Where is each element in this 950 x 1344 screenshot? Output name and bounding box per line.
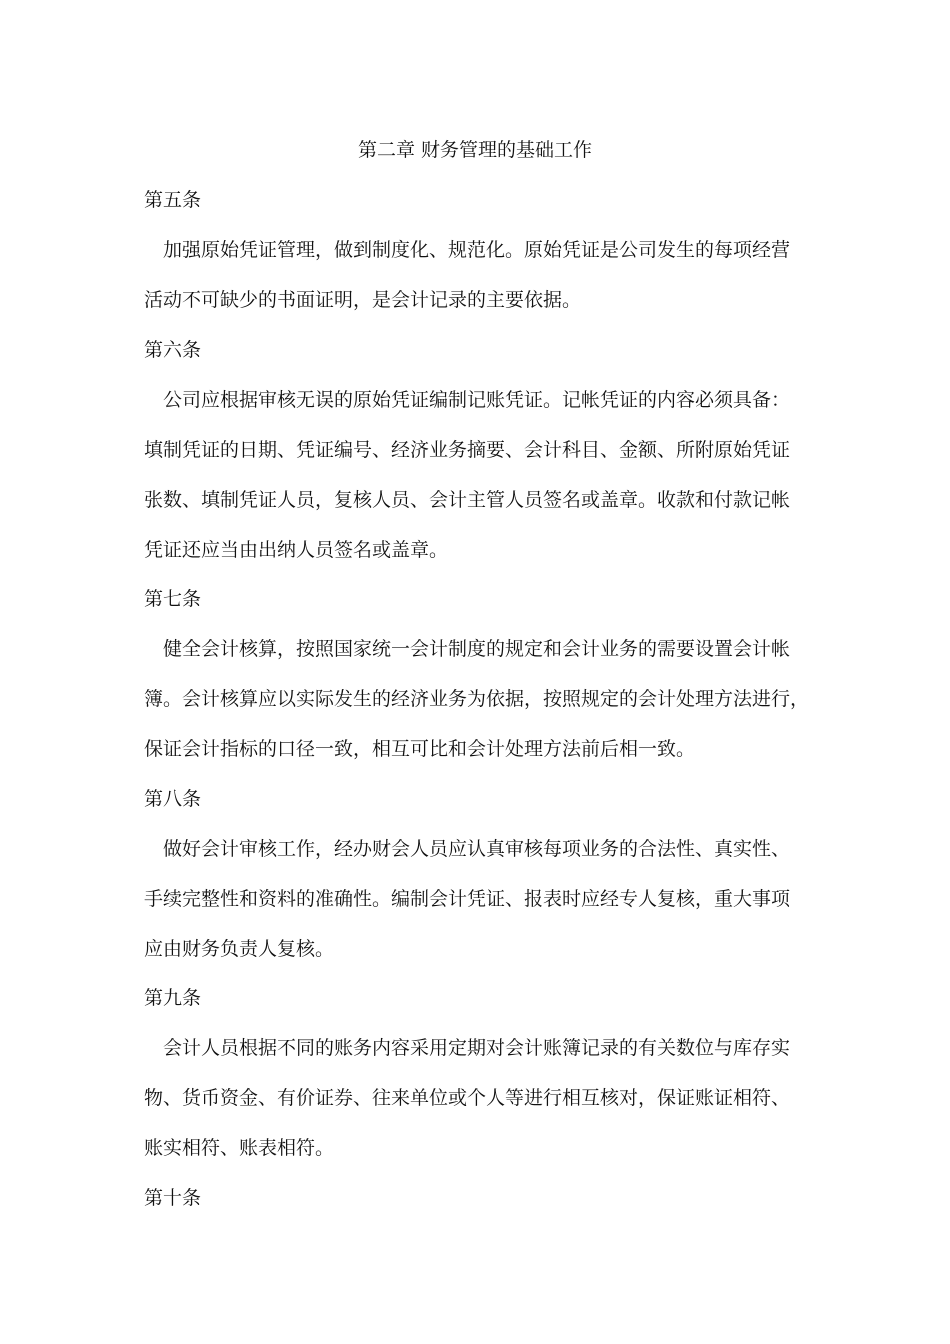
- article-7-line-2: 簿。会计核算应以实际发生的经济业务为依据，按照规定的会计处理方法进行，: [144, 688, 810, 710]
- article-8-line-1: 做好会计审核工作，经办财会人员应认真审核每项业务的合法性、真实性、: [163, 838, 791, 860]
- article-heading-5: 第五条: [144, 189, 202, 211]
- article-6-line-2: 填制凭证的日期、凭证编号、经济业务摘要、会计科目、金额、所附原始凭证: [144, 439, 791, 461]
- article-6-line-3: 张数、填制凭证人员，复核人员、会计主管人员签名或盖章。收款和付款记帐: [144, 489, 791, 511]
- article-9-line-1: 会计人员根据不同的账务内容采用定期对会计账簿记录的有关数位与库存实: [163, 1037, 791, 1059]
- article-heading-8: 第八条: [144, 788, 202, 810]
- article-7-line-3: 保证会计指标的口径一致，相互可比和会计处理方法前后相一致。: [144, 738, 696, 760]
- article-7-line-1: 健全会计核算，按照国家统一会计制度的规定和会计业务的需要设置会计帐: [163, 638, 791, 660]
- article-6-line-4: 凭证还应当由出纳人员签名或盖章。: [144, 539, 449, 561]
- article-heading-9: 第九条: [144, 987, 202, 1009]
- article-5-line-1: 加强原始凭证管理，做到制度化、规范化。原始凭证是公司发生的每项经营: [163, 239, 791, 261]
- article-9-line-2: 物、货币资金、有价证券、往来单位或个人等进行相互核对，保证账证相符、: [144, 1087, 791, 1109]
- article-6-line-1: 公司应根据审核无误的原始凭证编制记账凭证。记帐凭证的内容必须具备：: [163, 389, 791, 411]
- article-heading-10: 第十条: [144, 1187, 202, 1209]
- article-8-line-2: 手续完整性和资料的准确性。编制会计凭证、报表时应经专人复核，重大事项: [144, 888, 791, 910]
- article-heading-7: 第七条: [144, 588, 202, 610]
- article-heading-6: 第六条: [144, 339, 202, 361]
- article-5-line-2: 活动不可缺少的书面证明，是会计记录的主要依据。: [144, 289, 582, 311]
- chapter-title: 第二章 财务管理的基础工作: [357, 139, 593, 161]
- article-9-line-3: 账实相符、账表相符。: [144, 1137, 335, 1159]
- article-8-line-3: 应由财务负责人复核。: [144, 938, 335, 960]
